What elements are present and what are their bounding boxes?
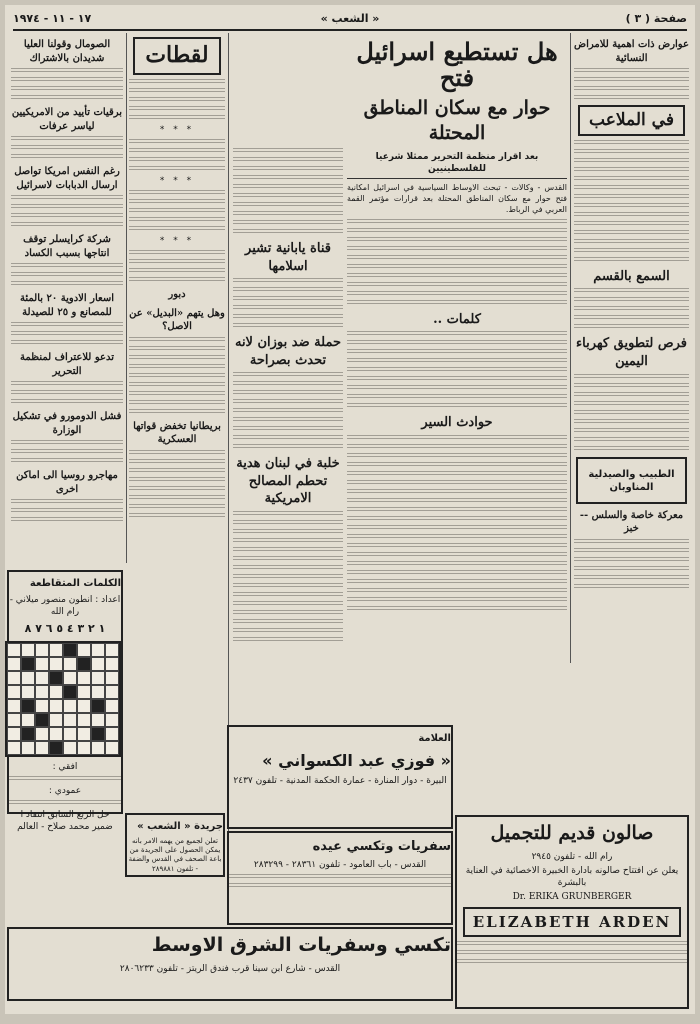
crossword-cell <box>35 699 49 713</box>
issue-date: ١٧ - ١١ - ١٩٧٤ <box>13 12 92 25</box>
column-snapshots: لقطات * * * * * * * * * دبور وهل يتهم «البديل» عن الاصل؟ بريطانيا تخفض قواتها العسكرية <box>129 33 225 833</box>
crossword-cell <box>21 685 35 699</box>
article-title: تدعو للاعتراف لمنظمة التحرير <box>20 352 114 377</box>
article-title: معركة خاصة والسلس -- خبز <box>579 509 684 535</box>
crossword-cell <box>77 671 91 685</box>
crossword-cell <box>49 741 63 755</box>
article-title: وهل يتهم «البديل» عن الاصل؟ <box>129 307 225 333</box>
crossword-cell <box>105 657 119 671</box>
crossword-cell <box>7 727 21 741</box>
crossword-cell <box>7 657 21 671</box>
salon-address: رام الله - تلفون ٢٩٤٥ <box>531 851 613 862</box>
crossword-grid <box>5 641 121 757</box>
crossword-cell <box>21 727 35 741</box>
crossword-cell <box>49 699 63 713</box>
crossword-box <box>7 570 123 833</box>
middle-articles <box>233 33 343 673</box>
paper-notice-text: تعلن لجميع من يهمه الامر بانه يمكن الحصول على الجريدة من باعة الصحف في القدس والضفة - تلفون ٢٨٩٨٨١ <box>128 836 222 873</box>
newspaper-page <box>5 5 695 1014</box>
crossword-cell <box>21 699 35 713</box>
salon-ad <box>455 815 689 1009</box>
article-title: شركة كرايسلر توقف انتاجها بسبب الكساد <box>23 234 111 259</box>
crossword-author: اعداد : انطون منصور ميلاني - رام الله <box>9 594 121 617</box>
crossword-cell <box>35 685 49 699</box>
crossword-cell <box>77 657 91 671</box>
article-title: حملة ضد بوزان لانه تحدث بصراحة <box>234 335 342 368</box>
crossword-cell <box>49 657 63 671</box>
crossword-cell <box>35 657 49 671</box>
article-title: عوارض ذات اهمية للامراض النسائية <box>574 39 689 64</box>
crossword-cell <box>7 699 21 713</box>
taxi-ad <box>227 831 453 925</box>
crossword-cell <box>7 713 21 727</box>
main-headline: هل تستطيع اسرائيل فتح <box>356 37 558 93</box>
article-title: فرص لتطويق كهرباء اليمين <box>576 336 687 370</box>
doctor-title: العلامة <box>418 733 451 744</box>
column-logo: في الملاعب <box>578 105 685 136</box>
crossword-cell <box>63 713 77 727</box>
crossword-cell <box>105 741 119 755</box>
paper-name: « الشعب » <box>320 12 380 25</box>
main-intro: القدس - وكالات - تبحث الاوساط السياسية في اسرائيل امكانية فتح حوار مع سكان المناطق المحتلة بعد قرارات مؤتمر القمة العربي في الرباط. <box>347 183 567 214</box>
crossword-cell <box>21 657 35 671</box>
crossword-cell <box>63 699 77 713</box>
crossword-cell <box>35 727 49 741</box>
paper-notice <box>125 813 225 877</box>
article-title: الصومال وقولنا العليا شديدان بالاشتراك <box>23 39 111 64</box>
page-number: صفحة ( ٣ ) <box>625 12 687 25</box>
crossword-cell <box>63 671 77 685</box>
crossword-cell <box>63 685 77 699</box>
paper-notice-title: جريدة « الشعب » <box>137 821 223 832</box>
article-title: السمع بالقسم <box>593 268 670 284</box>
crossword-cell <box>7 685 21 699</box>
column-logo: لقطات <box>133 37 221 75</box>
crossword-cell <box>91 643 105 657</box>
salon-text: يعلن عن افتتاح صالونه بادارة الخبيرة الاخصائية في العناية بالبشرة <box>465 865 679 888</box>
article-title: مهاجرو روسيا الى اماكن اخرى <box>16 470 118 495</box>
taxi-title: سفريات وتكسي عيده <box>312 839 451 854</box>
crossword-cell <box>63 727 77 741</box>
crossword-cell <box>35 713 49 727</box>
crossword-cell <box>35 671 49 685</box>
middle-east-taxi-address: القدس - شارع ابن سينا قرب فندق الريتز - تلفون ٢٨٠٦٢٣٣ <box>119 963 341 974</box>
crossword-cell <box>77 685 91 699</box>
article-title: قناة يابانية تشير اسلامها <box>245 241 331 274</box>
salon-doctor: Dr. ERIKA GRUNBERGER <box>512 892 632 903</box>
crossword-cell <box>63 741 77 755</box>
crossword-cell <box>21 741 35 755</box>
crossword-cell <box>21 713 35 727</box>
crossword-numbers: ١ ٢ ٣ ٤ ٥ ٦ ٧ ٨ <box>24 621 106 635</box>
crossword-title: الكلمات المتقاطعة <box>29 578 121 589</box>
doctor-text: البيرة - دوار المنارة - عمارة الحكمة المدنية - تلفون ٢٤٣٧ <box>233 776 447 787</box>
salon-title: صالون قديم للتجميل <box>490 822 654 844</box>
doctor-ad <box>227 725 453 829</box>
crossword-cell <box>21 643 35 657</box>
crossword-cell <box>7 643 21 657</box>
salon-brand: ELIZABETH ARDEN <box>463 907 681 937</box>
crossword-cell <box>105 671 119 685</box>
crossword-cell <box>91 671 105 685</box>
main-subhead: بعد اقرار منظمة التحرير ممثلا شرعيا للفلسطينيين <box>347 151 567 179</box>
article-title: بريطانيا تخفض قواتها العسكرية <box>133 420 221 446</box>
crossword-cell <box>7 741 21 755</box>
taxi-text: القدس - باب العامود - تلفون ٢٨٣٦١ - ٢٨٣٢٩٩ <box>253 859 427 870</box>
crossword-cell <box>49 643 63 657</box>
crossword-cell <box>35 643 49 657</box>
article-title: دبور <box>168 289 186 301</box>
main-headline-2: حوار مع سكان المناطق المحتلة <box>363 96 551 145</box>
crossword-down: عمودي : <box>48 785 82 796</box>
crossword-cell <box>49 727 63 741</box>
article-title: خلبة في لبنان هدية تحطم المصالح الامريكية <box>236 456 340 507</box>
crossword-cell <box>77 741 91 755</box>
crossword-cell <box>49 685 63 699</box>
crossword-cell <box>105 713 119 727</box>
column-right <box>574 33 689 663</box>
crossword-cell <box>77 713 91 727</box>
article-title: كلمات .. <box>433 311 481 327</box>
middle-east-taxi-ad <box>7 927 453 1001</box>
crossword-cell <box>49 713 63 727</box>
clinic-title: الطبيب والصيدلية المناوبان <box>588 468 675 494</box>
crossword-cell <box>35 741 49 755</box>
crossword-cell <box>77 727 91 741</box>
article-title: اسعار الادوية ٢٠ بالمئة للمصانع و ٢٥ للصيدلة <box>19 293 114 318</box>
crossword-cell <box>91 727 105 741</box>
crossword-cell <box>105 727 119 741</box>
clinic-box <box>576 457 687 504</box>
crossword-cell <box>105 643 119 657</box>
middle-east-taxi-title: تكسي وسفريات الشرق الاوسط <box>151 934 451 956</box>
crossword-cell <box>105 699 119 713</box>
crossword-cell <box>91 713 105 727</box>
doctor-name: « فوزي عبد الكسواني » <box>262 750 451 770</box>
column-left-news <box>11 33 123 563</box>
crossword-previous: حل الربع السابق انتقاد ا ضمير محمد صلاح - العالم <box>17 809 113 833</box>
crossword-cell <box>91 685 105 699</box>
crossword-across: افقي : <box>52 761 78 772</box>
article-title: برقيات تأييد من الامريكيين لياسر عرفات <box>11 107 123 132</box>
masthead <box>13 9 687 31</box>
crossword-cell <box>77 699 91 713</box>
article-title: حوادث السير <box>421 415 493 431</box>
crossword-cell <box>63 657 77 671</box>
crossword-cell <box>91 741 105 755</box>
crossword-cell <box>77 643 91 657</box>
crossword-cell <box>63 643 77 657</box>
crossword-cell <box>49 671 63 685</box>
crossword-cell <box>105 685 119 699</box>
article-title: فشل الدومورو في تشكيل الوزارة <box>12 411 122 436</box>
main-story <box>347 33 567 673</box>
crossword-cell <box>7 671 21 685</box>
crossword-cell <box>91 699 105 713</box>
article-title: رغم النفس امريكا تواصل ارسال الدبابات لاسرائيل <box>14 166 120 191</box>
crossword-cell <box>91 657 105 671</box>
crossword-cell <box>21 671 35 685</box>
